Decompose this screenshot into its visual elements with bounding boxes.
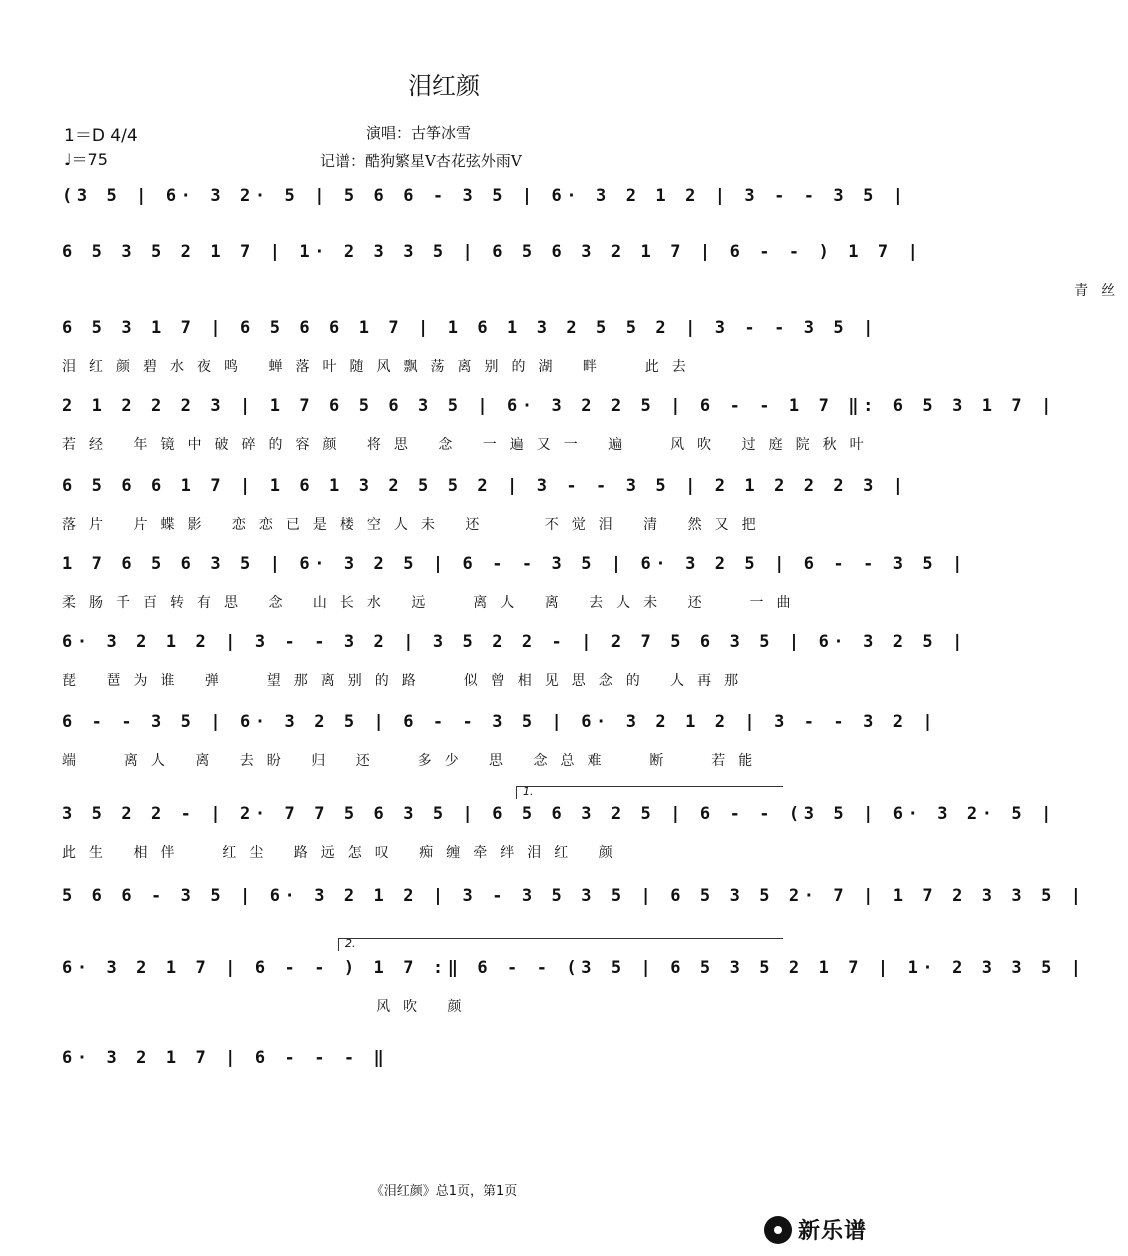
notation-line: 6· 3 2 1 7 | 6 - - - ‖ <box>62 1048 389 1068</box>
notation-line: (3 5 | 6· 3 2· 5 | 5 6 6 - 3 5 | 6· 3 2 1 2 | 3 - - 3 5 | <box>62 186 908 206</box>
notation-line: 2 1 2 2 2 3 | 1 7 6 5 6 3 5 | 6· 3 2 2 5 | 6 - - 1 7 ‖: 6 5 3 1 7 | <box>62 396 1056 416</box>
notation-line: 6· 3 2 1 2 | 3 - - 3 2 | 3 5 2 2 - | 2 7 5 6 3 5 | 6· 3 2 5 | <box>62 632 967 652</box>
site-logo <box>764 1214 867 1245</box>
lyrics-line: 此生 相伴 红尘 路远怎叹 痴缠牵绊泪红 颜 <box>62 845 626 861</box>
vinyl-record-icon <box>764 1216 792 1244</box>
notation-line: 6 5 3 1 7 | 6 5 6 6 1 7 | 1 6 1 3 2 5 5 2 | 3 - - 3 5 | <box>62 318 878 338</box>
singer-credit: 演唱：古筝冰雪 <box>366 124 472 142</box>
volta-bracket-2 <box>338 938 783 951</box>
page-title: 泪红颜 <box>408 72 480 100</box>
lyrics-line: 端 离人 离 去盼 归 还 多少 思 念总难 断 若能 <box>62 753 766 769</box>
notation-line: 1 7 6 5 6 3 5 | 6· 3 2 5 | 6 - - 3 5 | 6· 3 2 5 | 6 - - 3 5 | <box>62 554 967 574</box>
page-footer: 《泪红颜》总1页，第1页 <box>370 1184 518 1199</box>
lyrics-line: 青丝 <box>62 283 1128 299</box>
lyrics-line: 若经 年镜中破碎的容颜 将思 念 一遍又一 遍 风吹 过庭院秋叶 <box>62 437 877 453</box>
lyrics-line: 落片 片蝶影 恋恋已是楼空人未 还 不觉泪 清 然又把 <box>62 517 769 533</box>
lyrics-line: 风吹 颜 <box>62 999 475 1015</box>
notation-line: 6· 3 2 1 7 | 6 - - ) 1 7 :‖ 6 - - (3 5 | 6 5 3 5 2 1 7 | 1· 2 3 3 5 | <box>62 958 1086 978</box>
transcriber-credit: 记谱：酷狗繁星V杏花弦外雨V <box>320 152 522 170</box>
key-signature: 1＝D 4/4 <box>64 126 138 146</box>
tempo-marking: ♩＝75 <box>64 150 108 169</box>
lyrics-line: 琵 琶为谁 弹 望那离别的路 似曾相见思念的 人再那 <box>62 673 752 689</box>
notation-line: 3 5 2 2 - | 2· 7 7 5 6 3 5 | 6 5 6 3 2 5 | 6 - - (3 5 | 6· 3 2· 5 | <box>62 804 1056 824</box>
volta-label: 1. <box>523 785 534 798</box>
notation-line: 6 5 3 5 2 1 7 | 1· 2 3 3 5 | 6 5 6 3 2 1 7 | 6 - - ) 1 7 | <box>62 242 923 262</box>
notation-line: 6 5 6 6 1 7 | 1 6 1 3 2 5 5 2 | 3 - - 3 5 | 2 1 2 2 2 3 | <box>62 476 908 496</box>
notation-line: 6 - - 3 5 | 6· 3 2 5 | 6 - - 3 5 | 6· 3 2 1 2 | 3 - - 3 2 | <box>62 712 938 732</box>
logo-text: 新乐谱 <box>798 1219 868 1244</box>
volta-label: 2. <box>345 937 356 950</box>
lyrics-line: 泪红颜碧水夜鸣 蝉落叶随风飘荡离别的湖 畔 此去 <box>62 359 699 375</box>
notation-line: 5 6 6 - 3 5 | 6· 3 2 1 2 | 3 - 3 5 3 5 | 6 5 3 5 2· 7 | 1 7 2 3 3 5 | <box>62 886 1086 906</box>
volta-bracket-1 <box>516 786 783 799</box>
lyrics-line: 柔肠千百转有思 念 山长水 远 离人 离 去人未 还 一曲 <box>62 595 804 611</box>
